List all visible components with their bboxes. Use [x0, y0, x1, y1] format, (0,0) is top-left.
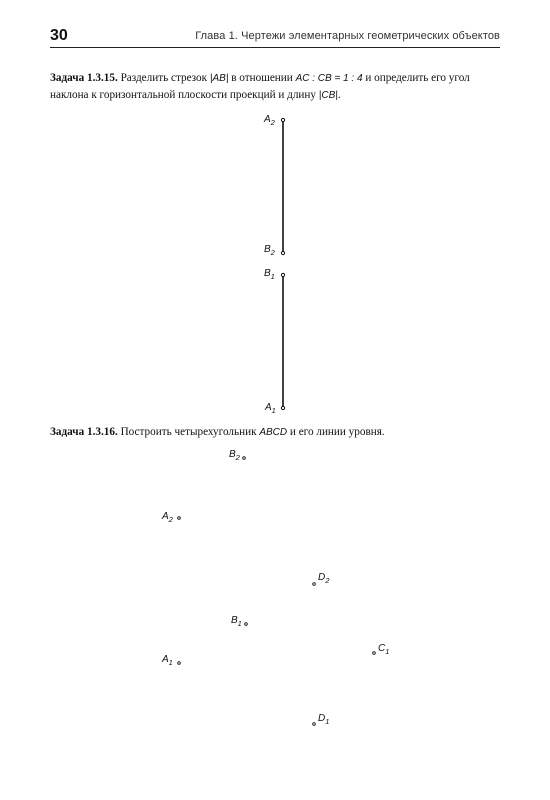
point-d1-q [313, 723, 316, 726]
task-1-ratio: AC : CB = 1 : 4 [295, 73, 363, 84]
label-a1: $A_1$ [265, 402, 276, 415]
label-b1-q: $B_1$ [231, 615, 242, 628]
drawing-1 [263, 114, 285, 415]
point-a2 [281, 118, 284, 121]
label-d2-q: $D_2$ [318, 572, 330, 585]
point-b1-q [245, 623, 248, 626]
label-b2: $B_2$ [264, 244, 275, 257]
label-b1: $B_1$ [264, 268, 275, 281]
point-d2-q [313, 583, 316, 586]
point-a1-q [178, 662, 181, 665]
task-2-text-before: Построить четырехугольник [117, 426, 260, 438]
task-2-text-after: и его линии уровня. [287, 426, 385, 438]
label-a1-q: $A_1$ [162, 654, 173, 667]
task-1-text-after: и определить его угол наклона к горизонтальной плоскости проекций и длину [50, 72, 470, 101]
task-2-title: Задача 1.3.16. [50, 426, 118, 438]
task-1-segment-2: |CB| [318, 90, 338, 101]
task-2-figure: ABCD [259, 427, 288, 438]
task-1-text-end: . [337, 89, 341, 101]
task-1-text-middle: в отношении [228, 72, 296, 84]
label-d1-q: $D_1$ [318, 713, 330, 726]
page-number: 30 [50, 27, 68, 44]
task-1-text-before: Разделить стрезок [117, 72, 210, 84]
point-b1 [281, 273, 284, 276]
label-a2: $A_2$ [264, 114, 275, 127]
task-1-segment: |AB| [209, 73, 229, 84]
point-a2-q [178, 517, 181, 520]
drawing-2 [161, 449, 389, 726]
point-a1 [281, 406, 284, 409]
label-a2-q: $A_2$ [162, 511, 173, 524]
task-1-title: Задача 1.3.15. [50, 72, 118, 84]
label-b2-q: $B_2$ [229, 449, 240, 462]
point-b2 [281, 251, 284, 254]
point-c1-q [373, 652, 376, 655]
label-c1-q: $C_1$ [378, 643, 390, 656]
point-b2-q [243, 457, 246, 460]
chapter-title: Глава 1. Чертежи элементарных геометрических объектов [195, 30, 500, 42]
